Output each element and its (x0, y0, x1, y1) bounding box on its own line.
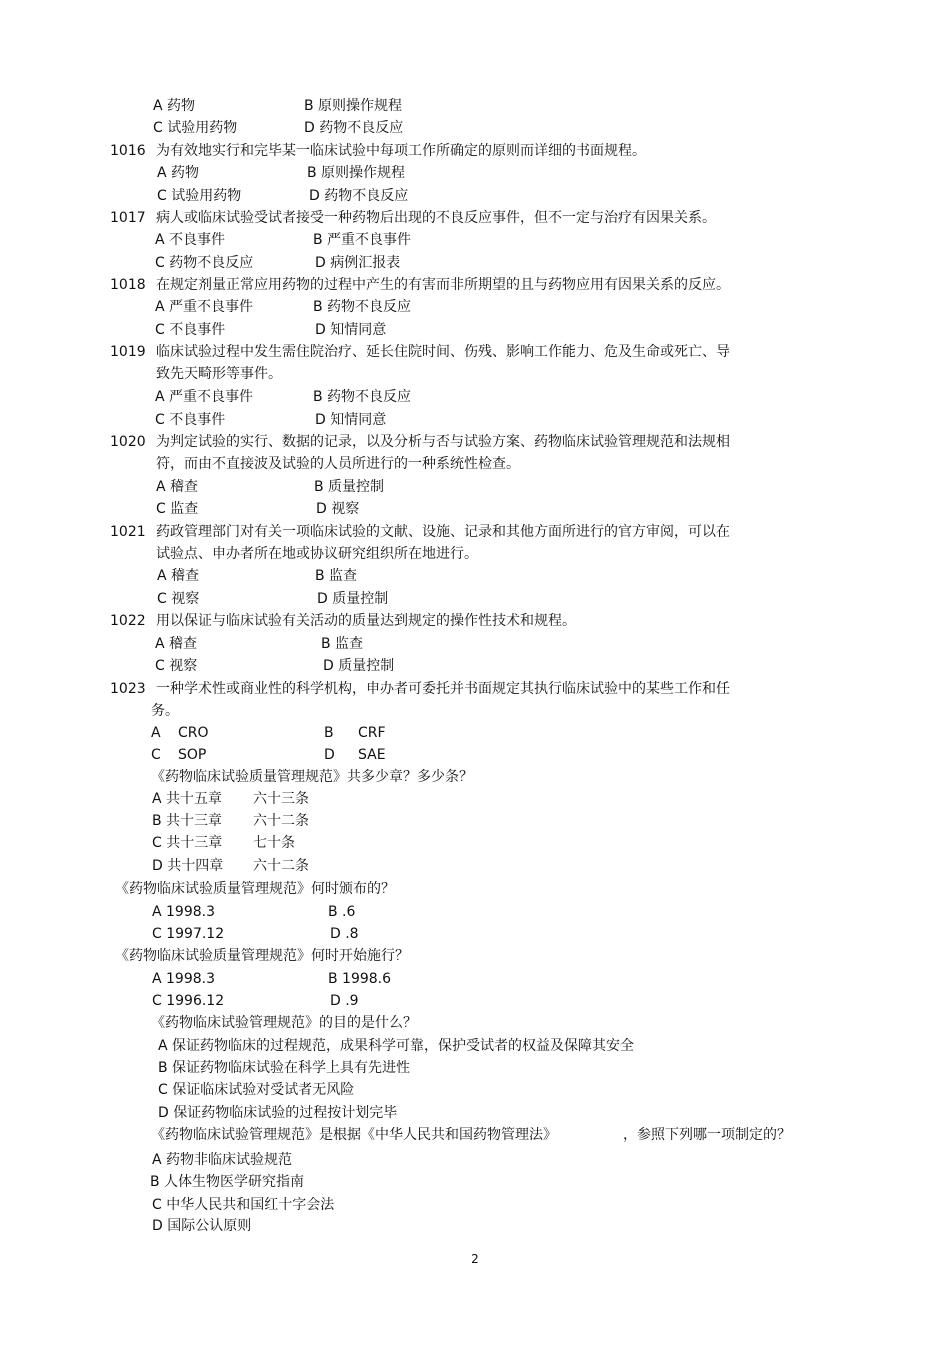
option-d: D .8 (330, 926, 359, 942)
option-letter-c: C (151, 747, 161, 763)
option-letter-a: A (151, 725, 161, 741)
option-c: C 视察 (155, 658, 198, 674)
option-b: B 质量控制 (314, 479, 385, 495)
option-a: A 稽查 (155, 636, 198, 652)
option-d: D 共十四章 (152, 858, 224, 874)
option-d: D 保证药物临床试验的过程按计划完毕 (158, 1105, 398, 1121)
question-stem-continued: 试验点、申办者所在地或协议研究组织所在地进行。 (156, 546, 478, 562)
option-a: CRO (178, 725, 209, 741)
option-a: A 保证药物临床的过程规范，成果科学可靠，保护受试者的权益及保障其安全 (158, 1038, 635, 1054)
option-b: B 药物不良反应 (313, 299, 412, 315)
option-a: A 药物 (153, 98, 196, 114)
option-a-detail: 六十三条 (253, 791, 309, 807)
page-number: 2 (471, 1252, 479, 1266)
option-d: D 国际公认原则 (152, 1218, 252, 1234)
option-c: C 不良事件 (155, 322, 226, 338)
option-a: A 稽查 (156, 479, 199, 495)
option-a: A 1998.3 (152, 904, 216, 920)
option-c: C 药物不良反应 (155, 255, 254, 271)
question-stem-continued: 致先天畸形等事件。 (156, 366, 282, 382)
question-stem-continued: 符，而由不直接波及试验的人员所进行的一种系统性检查。 (156, 456, 520, 472)
option-letter-b: B (324, 725, 334, 741)
question-number: 1019 (110, 344, 146, 360)
option-d: D 视察 (316, 501, 360, 517)
question-number: 1021 (110, 524, 146, 540)
option-c: C 试验用药物 (153, 120, 238, 136)
question-stem: 《药物临床试验管理规范》的目的是什么？ (151, 1015, 417, 1031)
option-a: A 共十五章 (152, 791, 223, 807)
option-b: B 原则操作规程 (304, 98, 403, 114)
option-d: D 质量控制 (317, 591, 389, 607)
option-c: C 1997.12 (152, 926, 225, 942)
question-stem-continued: 务。 (151, 703, 179, 719)
question-stem: 用以保证与临床试验有关活动的质量达到规定的操作性技术和规程。 (156, 613, 576, 629)
question-number: 1020 (110, 434, 146, 450)
option-d: D 知情同意 (315, 412, 387, 428)
question-stem: 药政管理部门对有关一项临床试验的文献、设施、记录和其他方面所进行的官方审阅，可以在 (156, 524, 730, 540)
option-a: A 1998.3 (152, 971, 216, 987)
option-b: CRF (358, 725, 386, 741)
option-c: C 1996.12 (152, 993, 225, 1009)
question-number: 1016 (110, 143, 146, 159)
option-d: D .9 (330, 993, 359, 1009)
option-c: C 保证临床试验对受试者无风险 (158, 1082, 355, 1098)
option-d: D 病例汇报表 (315, 255, 401, 271)
option-b: B 严重不良事件 (313, 232, 412, 248)
option-letter-d: D (324, 747, 335, 763)
option-b: B 监查 (315, 568, 358, 584)
question-stem: 病人或临床试验受试者接受一种药物后出现的不良反应事件，但不一定与治疗有因果关系。 (156, 210, 716, 226)
option-d: D 药物不良反应 (309, 188, 409, 204)
question-stem-continued: ，参照下列哪一项制定的？ (623, 1127, 791, 1143)
question-stem: 《药物临床试验质量管理规范》何时开始施行？ (115, 948, 409, 964)
option-a: A 药物 (157, 165, 200, 181)
option-d: SAE (358, 747, 386, 763)
option-d: D 药物不良反应 (304, 120, 404, 136)
option-c: C 共十三章 (152, 835, 223, 851)
question-stem: 《药物临床试验质量管理规范》何时颁布的？ (115, 881, 395, 897)
option-c: C 不良事件 (155, 412, 226, 428)
option-c: C 试验用药物 (157, 188, 242, 204)
option-b: B 保证药物临床试验在科学上具有先进性 (158, 1060, 411, 1076)
option-b: B 1998.6 (328, 971, 392, 987)
option-a: A 严重不良事件 (155, 389, 254, 405)
question-stem: 《药物临床试验质量管理规范》共多少章？多少条？ (151, 769, 473, 785)
question-number: 1023 (110, 681, 146, 697)
option-b: B 原则操作规程 (307, 165, 406, 181)
option-c: C 监查 (156, 501, 199, 517)
option-a: A 药物非临床试验规范 (152, 1152, 293, 1168)
option-b: B .6 (328, 904, 356, 920)
option-d: D 知情同意 (315, 322, 387, 338)
question-stem: 一种学术性或商业性的科学机构，申办者可委托并书面规定其执行临床试验中的某些工作和任 (156, 681, 730, 697)
question-stem: 为有效地实行和完毕某一临床试验中每项工作所确定的原则而详细的书面规程。 (156, 143, 646, 159)
option-a: A 严重不良事件 (155, 299, 254, 315)
question-stem: 在规定剂量正常应用药物的过程中产生的有害而非所期望的且与药物应用有因果关系的反应。 (156, 277, 730, 293)
option-b: B 人体生物医学研究指南 (150, 1174, 305, 1190)
question-number: 1022 (110, 613, 146, 629)
question-number: 1018 (110, 277, 146, 293)
option-b: B 监查 (321, 636, 364, 652)
option-a: A 稽查 (157, 568, 200, 584)
question-stem: 《药物临床试验管理规范》是根据《中华人民共和国药物管理法》 (151, 1127, 557, 1143)
question-stem: 为判定试验的实行、数据的记录，以及分析与否与试验方案、药物临床试验管理规范和法规相 (156, 434, 730, 450)
option-b-detail: 六十二条 (253, 813, 309, 829)
option-d: D 质量控制 (323, 658, 395, 674)
option-c: C 视察 (157, 591, 200, 607)
question-number: 1017 (110, 210, 146, 226)
option-a: A 不良事件 (155, 232, 226, 248)
option-d-detail: 六十二条 (253, 858, 309, 874)
option-b: B 共十三章 (152, 813, 223, 829)
question-stem: 临床试验过程中发生需住院治疗、延长住院时间、伤残、影响工作能力、危及生命或死亡、导 (156, 344, 730, 360)
option-c: SOP (178, 747, 207, 763)
option-b: B 药物不良反应 (313, 389, 412, 405)
option-c-detail: 七十条 (253, 835, 295, 851)
option-c: C 中华人民共和国红十字会法 (152, 1197, 335, 1213)
